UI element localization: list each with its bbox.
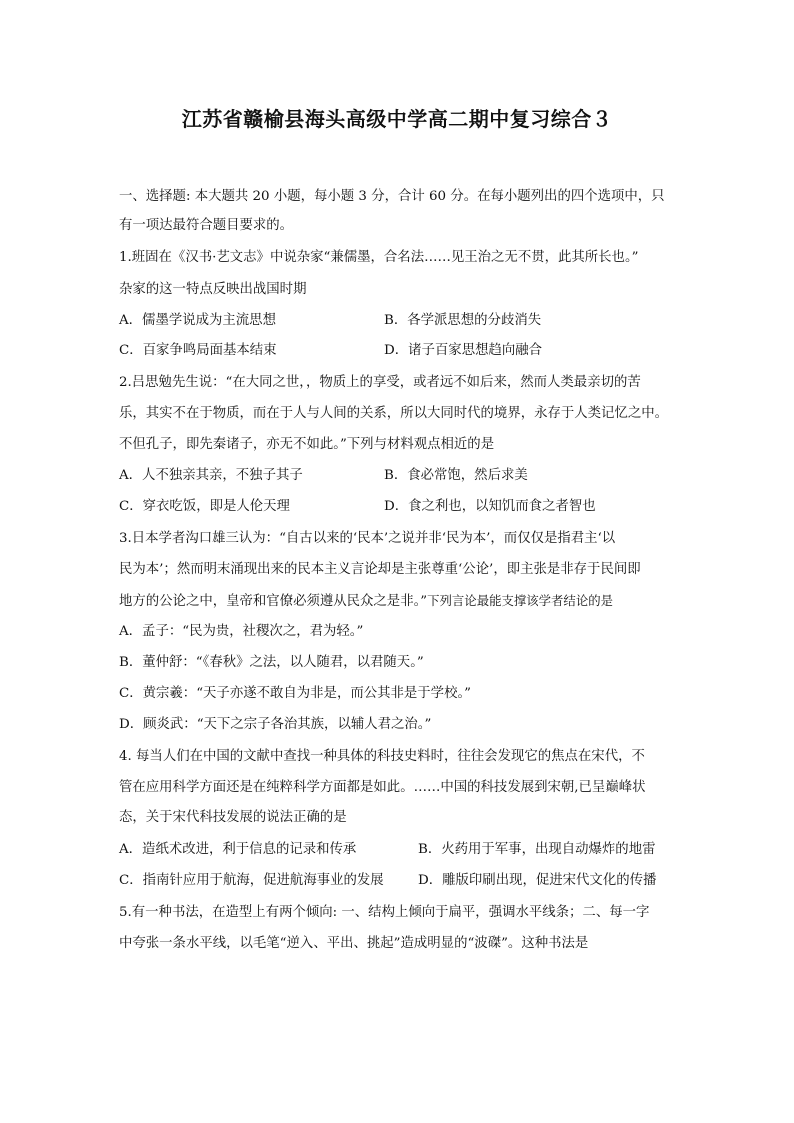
question-2-option-b: B．食必常饱，然后求美 (384, 468, 528, 483)
question-4-line-3: 态，关于宋代科技发展的说法正确的是 (119, 810, 347, 825)
question-3-line-3-main: 地方的公论之中，皇帝和官僚必须遵从民众之是非。” (119, 594, 428, 609)
question-1-option-d: D．诸子百家思想趋向融合 (384, 343, 543, 358)
question-4-line-2: 管在应用科学方面还是在纯粹科学方面都是如此。……中国的科技发展到宋朝,已呈巅峰状 (119, 780, 646, 795)
question-3-line-2: 民为本’；然而明末涌现出来的民本主义言论却是主张尊重‘公论’，即主张是非存于民间即 (119, 562, 641, 577)
question-3-option-d: D．顾炎武：“天下之宗子各治其族，以辅人君之治。” (119, 717, 432, 732)
question-3-option-c: C．黄宗羲：“天子亦遂不敢自为非是，而公其非是于学校。” (119, 686, 472, 701)
question-3-line-1: 3.日本学者沟口雄三认为：“自古以来的‘民本’之说并非‘民为本’，而仅仅是指君主‘以 (119, 531, 616, 546)
question-3-option-b: B．董仲舒：“《春秋》之法，以人随君，以君随天。” (119, 655, 424, 670)
question-3-line-3-prompt: 下列言论最能支撑该学者结论的是 (427, 593, 613, 608)
question-2-option-a: A．人不独亲其亲，不独子其子 (119, 468, 303, 483)
question-1-line-1: 1.班固在《汉书·艺文志》中说杂家“兼儒墨，合名法……见王治之无不贯，此其所长也。” (119, 250, 639, 265)
question-1-option-b: B．各学派思想的分歧消失 (384, 313, 542, 328)
document-title: 江苏省赣榆县海头高级中学高二期中复习综合３ (181, 107, 613, 131)
question-2-line-1: 2.吕思勉先生说：“在大同之世，，物质上的享受，或者远不如后来，然而人类最亲切的苦 (119, 375, 641, 390)
question-2-line-3: 不但孔子，即先秦诸子，亦无不如此。”下列与材料观点相近的是 (119, 437, 495, 452)
question-4-option-b: B．火药用于军事，出现自动爆炸的地雷 (418, 842, 656, 857)
question-4-line-1: 4. 每当人们在中国的文献中查找一种具体的科技史料时，往往会发现它的焦点在宋代，不 (119, 749, 645, 764)
question-5-line-1: 5.有一种书法，在造型上有两个倾向: 一、结构上倾向于扁平，强调水平线条；二、每一字 (119, 905, 650, 920)
question-2-option-d: D．食之利也，以知饥而食之者智也 (384, 499, 596, 514)
section-intro-line-1: 一、选择题: 本大题共 20 小题，每小题 3 分，合计 60 分。在每小题列出的四个选项中，只 (119, 189, 665, 204)
question-4-option-d: D．雕版印刷出现，促进宋代文化的传播 (418, 873, 657, 888)
question-3-option-a: A．孟子：“民为贵，社稷次之，君为轻。” (119, 624, 364, 639)
question-5-line-2: 中夸张一条水平线，以毛笔“逆入、平出、挑起”造成明显的“波磔”。这种书法是 (119, 936, 589, 951)
question-2-line-2: 乐，其实不在于物质，而在于人与人间的关系，所以大同时代的境界，永存于人类记忆之中。 (119, 406, 669, 421)
question-1-option-a: A．儒墨学说成为主流思想 (119, 313, 276, 328)
question-2-option-c: C．穿衣吃饭，即是人伦天理 (119, 499, 290, 514)
question-4-option-c: C．指南针应用于航海，促进航海事业的发展 (119, 873, 384, 888)
question-1-line-2: 杂家的这一特点反映出战国时期 (119, 282, 307, 297)
question-3-line-3 (119, 591, 681, 612)
section-intro-line-2: 有一项达最符合题目要求的。 (119, 218, 294, 233)
question-1-option-c: C．百家争鸣局面基本结束 (119, 343, 277, 358)
question-4-option-a: A．造纸术改进，利于信息的记录和传承 (119, 842, 357, 857)
